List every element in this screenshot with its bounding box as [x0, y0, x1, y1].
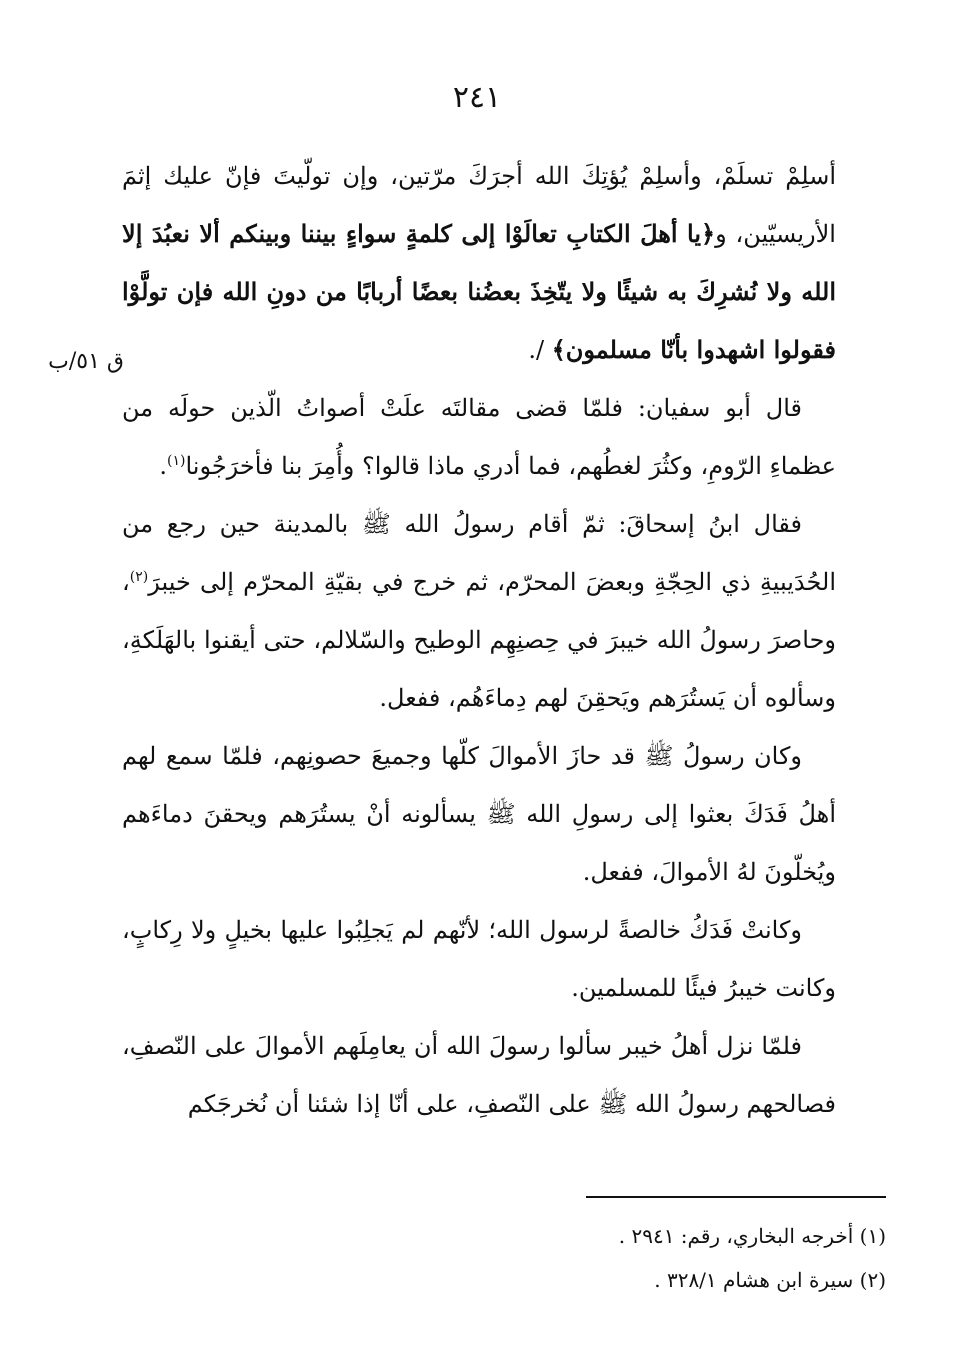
- footnote-marker-1: (١): [166, 453, 186, 469]
- paragraph-3-text-b: ، وحاصرَ رسولُ الله خيبرَ في حِصنِهِم الوطيح والسّلالم، حتى أيقنوا بالهَلَكةِ، وسألوه أن يَستُرَهم ويَحقِنَ لهم دِماءَهُم، ففعل.: [122, 568, 837, 712]
- paragraph-1-text: أسلِمْ تسلَمْ، وأسلِمْ يُؤتِكَ الله أجرَكَ مرّتين، وإن تولّيتَ فإنّ عليك إثمَ الأريسيّين، و: [122, 162, 836, 248]
- paragraph-3: [122, 495, 836, 727]
- paragraph-1-end: /.: [528, 336, 552, 364]
- main-text: [122, 147, 836, 1133]
- margin-note: ق ٥١/ب: [48, 349, 124, 374]
- footnote-divider: [586, 1196, 886, 1198]
- paragraph-2: [122, 379, 836, 495]
- footnote-marker-2: (٢): [129, 569, 149, 585]
- paragraph-5: وكانتْ فَدَكُ خالصةً لرسول الله؛ لأنّهم لم يَجلِبُوا عليها بخيلٍ ولا رِكابٍ، وكانت خيبرُ فيئًا للمسلمين.: [122, 916, 836, 1002]
- footnotes: [480, 1214, 886, 1302]
- paragraph-4: وكان رسولُ ﷺ قد حازَ الأموالَ كلّها وجميعَ حصونِهم، فلمّا سمع لهم أهلُ فَدَكَ بعثوا إلى رسولِ الله ﷺ يسألونه أنْ يستُرَهم ويحقنَ دماءَهم ويُخلّونَ لهُ الأموالَ، ففعل.: [122, 742, 836, 886]
- paragraph-6: فلمّا نزل أهلُ خيبر سألوا رسولَ الله أن يعامِلَهم الأموالَ على النّصفِ، فصالحهم رسولُ الله ﷺ على النّصفِ، على أنّا إذا شئنا أن نُخرجَكم: [122, 1032, 836, 1118]
- paragraph-1: [122, 147, 836, 379]
- quran-verse: ﴿يا أهلَ الكتابِ تعالَوْا إلى كلمةٍ سواءٍ بيننا وبينكم ألا نعبُدَ إلا الله ولا نُشرِكَ به شيئًا ولا يتّخِذَ بعضُنا بعضًا أربابًا من دونِ الله فإن تولَّوْا فقولوا اشهدوا بأنّا مسلمون﴾: [122, 219, 836, 364]
- footnote-2: (٢) سيرة ابن هشام ٣٢٨/١ .: [654, 1268, 886, 1292]
- paragraph-2-text: قال أبو سفيان: فلمّا قضى مقالتَه علَتْ أصواتُ الّذين حولَه من عظماءِ الرّومِ، وكثُرَ لغطُهم، فما أدري ماذا قالوا؟ وأُمِرَ بنا فأخرَجُونا: [122, 394, 836, 480]
- footnote-1: (١) أخرجه البخاري، رقم: ٢٩٤١ .: [618, 1224, 886, 1248]
- page-number: ٢٤١: [452, 80, 502, 115]
- paragraph-2-end: .: [159, 452, 167, 480]
- paragraph-3-text-a: فقال ابنُ إسحاقَ: ثمّ أقام رسولُ الله ﷺ بالمدينة حين رجع من الحُدَيبيةِ ذي الحِجّةِ وبعضَ المحرّم، ثم خرج في بقيّةِ المحرّم إلى خيبرَ: [122, 510, 836, 596]
